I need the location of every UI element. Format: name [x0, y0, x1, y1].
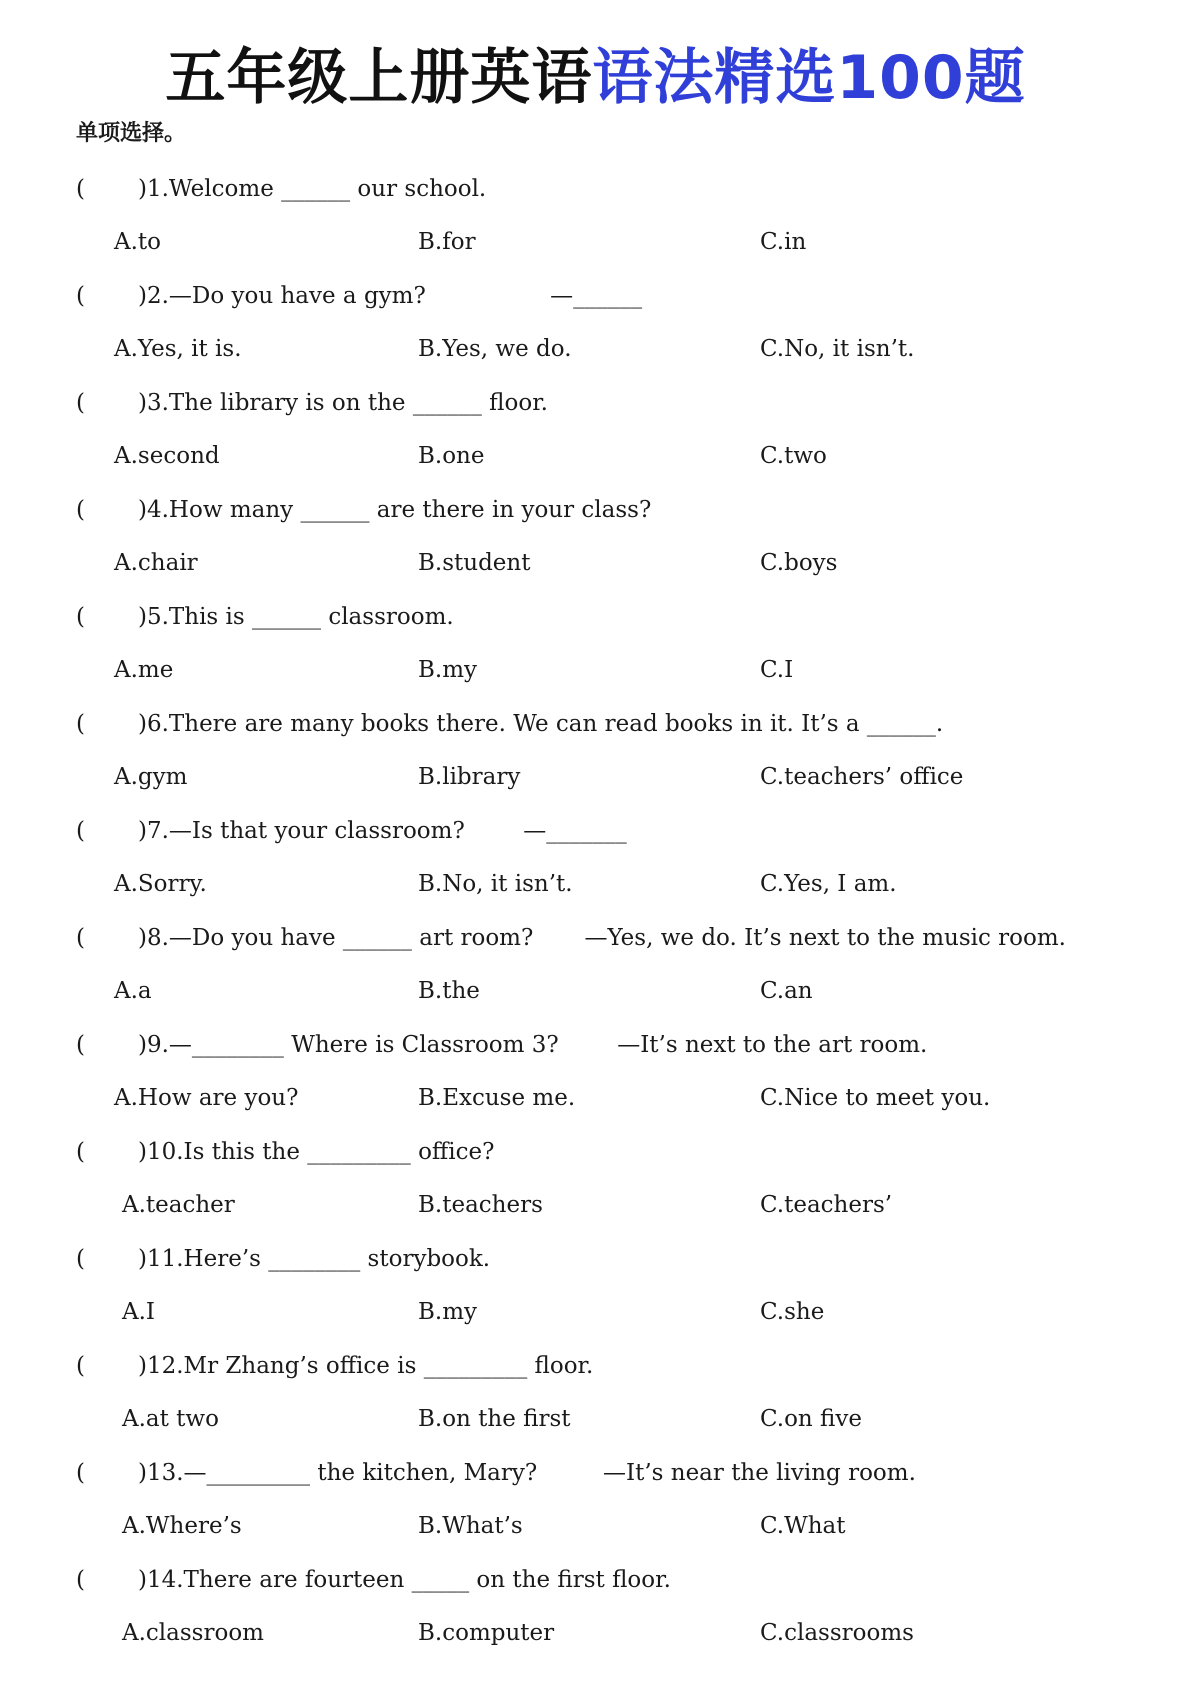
answer-bracket: (	[76, 1139, 85, 1165]
options-row	[0, 430, 1191, 483]
section-label: 单项选择。	[76, 121, 187, 146]
question-line	[76, 1446, 916, 1500]
options-row	[0, 751, 1191, 804]
answer-bracket: (	[76, 176, 85, 202]
question-line	[76, 1232, 490, 1286]
options-row	[0, 1286, 1191, 1339]
question-item	[0, 376, 1191, 483]
question-text: )11.Here’s ________ storybook.	[138, 1246, 491, 1272]
answer-bracket: (	[76, 711, 85, 737]
option-b: B.library	[418, 764, 521, 790]
question-line	[76, 697, 943, 751]
option-c: C.teachers’	[760, 1192, 893, 1218]
option-c: C.teachers’ office	[760, 764, 964, 790]
option-b: B.the	[418, 978, 480, 1004]
answer-bracket: (	[76, 604, 85, 630]
option-a: A.a	[114, 978, 152, 1004]
question-line	[76, 1018, 927, 1072]
options-row	[0, 323, 1191, 376]
option-b: B.What’s	[418, 1513, 523, 1539]
question-text: )3.The library is on the ______ floor.	[138, 390, 548, 416]
option-c: C.on five	[760, 1406, 863, 1432]
option-a: A.I	[122, 1299, 156, 1325]
page-title	[0, 38, 1191, 118]
question-line	[76, 804, 627, 858]
question-item	[0, 1018, 1191, 1125]
option-a: A.Sorry.	[114, 871, 207, 897]
options-row	[0, 537, 1191, 590]
answer-bracket: (	[76, 818, 85, 844]
question-line	[76, 590, 454, 644]
options-row	[0, 1607, 1191, 1660]
question-line	[76, 1125, 494, 1179]
option-c: C.an	[760, 978, 813, 1004]
question-item	[0, 1553, 1191, 1660]
question-item	[0, 590, 1191, 697]
option-a: A.to	[114, 229, 162, 255]
option-b: B.one	[418, 443, 485, 469]
question-text: )7.—Is that your classroom? —_______	[138, 818, 627, 844]
title-grammar-part: 语法精选100题	[592, 43, 1026, 113]
answer-bracket: (	[76, 283, 85, 309]
question-list	[0, 162, 1191, 1660]
options-row	[0, 858, 1191, 911]
question-text: )8.—Do you have ______ art room? —Yes, we do. It’s next to the music room.	[138, 925, 1066, 951]
options-row	[0, 1072, 1191, 1125]
answer-bracket: (	[76, 1353, 85, 1379]
answer-bracket: (	[76, 925, 85, 951]
answer-bracket: (	[76, 497, 85, 523]
question-item	[0, 1446, 1191, 1553]
question-text: )4.How many ______ are there in your class?	[138, 497, 652, 523]
option-c: C.two	[760, 443, 827, 469]
question-item	[0, 1339, 1191, 1446]
question-item	[0, 1232, 1191, 1339]
option-b: B.Excuse me.	[418, 1085, 576, 1111]
question-line	[76, 162, 486, 216]
question-text: )14.There are fourteen _____ on the first floor.	[138, 1567, 671, 1593]
option-b: B.Yes, we do.	[418, 336, 572, 362]
option-c: C.boys	[760, 550, 838, 576]
question-item	[0, 697, 1191, 804]
question-text: )2.—Do you have a gym? —______	[138, 283, 643, 309]
option-c: C.in	[760, 229, 807, 255]
options-row	[0, 1500, 1191, 1553]
options-row	[0, 1393, 1191, 1446]
question-item	[0, 1125, 1191, 1232]
option-a: A.Yes, it is.	[114, 336, 242, 362]
option-c: C.What	[760, 1513, 846, 1539]
question-line	[76, 483, 651, 537]
options-row	[0, 644, 1191, 697]
option-b: B.student	[418, 550, 531, 576]
question-line	[76, 1553, 671, 1607]
option-a: A.gym	[114, 764, 188, 790]
question-item	[0, 269, 1191, 376]
question-line	[76, 376, 548, 430]
question-text: )1.Welcome ______ our school.	[138, 176, 487, 202]
option-a: A.me	[114, 657, 174, 683]
option-c: C.Nice to meet you.	[760, 1085, 991, 1111]
question-line	[76, 911, 1066, 965]
question-line	[76, 269, 642, 323]
option-a: A.teacher	[122, 1192, 235, 1218]
options-row	[0, 965, 1191, 1018]
question-text: )12.Mr Zhang’s office is _________ floor.	[138, 1353, 594, 1379]
title-grade-part: 五年级上册英语	[165, 43, 593, 113]
answer-bracket: (	[76, 1032, 85, 1058]
option-a: A.at two	[122, 1406, 219, 1432]
option-c: C.I	[760, 657, 794, 683]
answer-bracket: (	[76, 1246, 85, 1272]
question-item	[0, 804, 1191, 911]
question-text: )5.This is ______ classroom.	[138, 604, 454, 630]
option-c: C.she	[760, 1299, 825, 1325]
question-item	[0, 483, 1191, 590]
answer-bracket: (	[76, 390, 85, 416]
question-text: )6.There are many books there. We can read books in it. It’s a ______.	[138, 711, 944, 737]
question-line	[76, 1339, 593, 1393]
option-a: A.Where’s	[122, 1513, 242, 1539]
question-item	[0, 911, 1191, 1018]
option-b: B.No, it isn’t.	[418, 871, 573, 897]
answer-bracket: (	[76, 1567, 85, 1593]
option-b: B.computer	[418, 1620, 555, 1646]
option-a: A.chair	[114, 550, 198, 576]
option-a: A.How are you?	[114, 1085, 299, 1111]
question-text: )9.—________ Where is Classroom 3? —It’s next to the art room.	[138, 1032, 928, 1058]
option-a: A.classroom	[122, 1620, 264, 1646]
options-row	[0, 216, 1191, 269]
question-item	[0, 162, 1191, 269]
question-text: )13.—_________ the kitchen, Mary? —It’s near the living room.	[138, 1460, 916, 1486]
option-b: B.my	[418, 1299, 478, 1325]
options-row	[0, 1179, 1191, 1232]
question-text: )10.Is this the _________ office?	[138, 1139, 495, 1165]
option-c: C.No, it isn’t.	[760, 336, 915, 362]
answer-bracket: (	[76, 1460, 85, 1486]
option-c: C.classrooms	[760, 1620, 914, 1646]
option-a: A.second	[114, 443, 220, 469]
option-b: B.for	[418, 229, 476, 255]
option-b: B.teachers	[418, 1192, 543, 1218]
option-b: B.on the first	[418, 1406, 571, 1432]
option-c: C.Yes, I am.	[760, 871, 897, 897]
option-b: B.my	[418, 657, 478, 683]
